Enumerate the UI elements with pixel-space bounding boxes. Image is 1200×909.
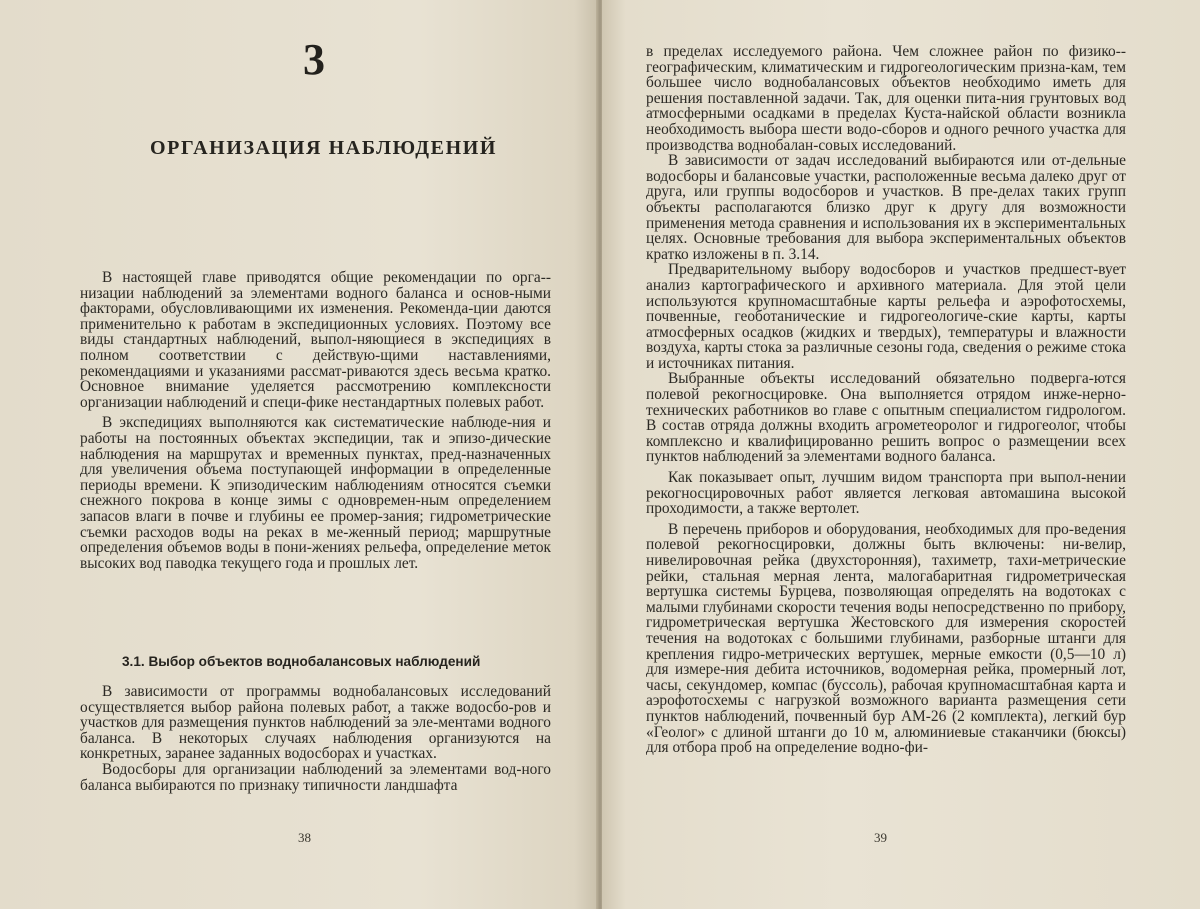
paragraph: В экспедициях выполняются как систематические наблюде-ния и работы на постоянных объектах экспедиции, так и эпизо-дические наблюдения на маршрутах и временных пунктах, пред-назначенных для увеличения объема поступающей информации в определенные периоды времени. К эпизодическим наблюдениям относятся съемки снежного покрова в конце зимы с одновремен-ным определением запасов влаги в почве и глубины ее промер-зания; гидрометрические съемки расходов воды на реках в ме-женный период; маршрутные определения объемов воды в пони-жениях рельефа, определение меток высоких вод паводка текущего года и прошлых лет.	[80, 414, 551, 572]
page-body	[646, 44, 1126, 756]
chapter-title: ОРГАНИЗАЦИЯ НАБЛЮДЕНИЙ	[150, 137, 498, 159]
right-page	[602, 0, 1200, 909]
paragraph: В зависимости от задач исследований выбираются или от-дельные водосборы и балансовые участки, расположенные весьма далеко друг от друга, или группы водосборов и участков. В пре-делах таких групп объекты располагаются близко друг к другу для возможности применения метода сравнения и использования их в экспериментальных целях. Основные требования для выбора экспериментальных объектов кратко изложены в п. 3.14.	[646, 152, 1126, 263]
paragraph: в пределах исследуемого района. Чем сложнее район по физико-географическим, климатическим и гидрогеологическим призна-кам, тем большее число воднобалансовых объектов необходимо иметь для решения поставленной задачи. Так, для оценки пита-ния грунтовых вод атмосферными осадками в пределах Куста-найской области возникла необходимость выбора шести водо-сборов и одного речного участка для производства воднобалан-совых исследований.	[646, 43, 1126, 154]
page-number: 38	[298, 830, 311, 845]
chapter-number: 3	[303, 35, 325, 84]
page-number: 39	[874, 830, 887, 845]
paragraph: Выбранные объекты исследований обязательно подверга-ются полевой рекогносцировке. Она выполняется отрядом инже-нерно-технических работников во главе с опытным специалистом гидрологом. В состав отряда должны входить агрометеоролог и гидрогеолог, чтобы комплексно и квалифицированно решить вопрос о размещении всех пунктов наблюдений за элементами водного баланса.	[646, 370, 1126, 466]
paragraph: В зависимости от программы воднобалансовых исследований осуществляется выбор района полевых работ, а также водосбо-ров и участков для размещения пунктов наблюдений за эле-ментами водного баланса. В некоторых случаях наблюдения организуются на конкретных, заранее заданных водосборах и участках.	[80, 683, 551, 763]
left-page	[0, 0, 598, 909]
paragraph: Как показывает опыт, лучшим видом транспорта при выпол-нении рекогносцировочных работ является легковая автомашина высокой проходимости, а также вертолет.	[646, 469, 1126, 518]
section-body	[80, 684, 551, 793]
chapter-intro	[80, 270, 551, 571]
paragraph: В настоящей главе приводятся общие рекомендации по орга-низации наблюдений за элементами водного баланса и основ-ными факторами, обусловливающими их изменения. Рекоменда-ции даются применительно к работам в экспедиционных условиях. Поэтому все виды стандартных наблюдений, выпол-няющиеся в экспедициях в полном соответствии с действую-щими наставлениями, рекомендациями и указаниями рассмат-риваются здесь весьма кратко. Основное внимание уделяется рассмотрению комплексности организации наблюдений и специ-фике нестандартных полевых работ.	[80, 269, 551, 411]
section-heading: 3.1. Выбор объектов воднобалансовых наблюдений	[122, 654, 481, 669]
paragraph: Предварительному выбору водосборов и участков предшест-вует анализ картографического и архивного материала. Для этой цели используются крупномасштабные карты рельефа и аэрофотосхемы, почвенные, геоботанические и гидрогеологиче-ские карты, карты атмосферных осадков (жидких и твердых), температуры и влажности воздуха, карты стока за различные сезоны года, сведения о режиме стока и источниках питания.	[646, 261, 1126, 372]
paragraph: В перечень приборов и оборудования, необходимых для про-ведения полевой рекогносцировки, должны быть включены: ни-велир, нивелировочная рейка (двухсторонняя), тахиметр, тахи-метрические рейки, стальная мерная лента, малогабаритная гидрометрическая вертушка системы Бурцева, позволяющая определять на водотоках с малыми глубинами скорости течения воды непосредственно по прибору, гидрометрическая вертушка Жестовского для измерения скоростей течения на водотоках с большими глубинами, разборные штанги для крепления гидро-метрических вертушек, мерные емкости (0,5—10 л) для измере-ния дебита источников, водомерная рейка, промерный лот, часы, секундомер, компас (буссоль), рабочая крупномасштабная карта и аэрофотосхемы с нагрузкой возможного варианта размещения сети пунктов наблюдений, почвенный бур АМ-26 (2 комплекта), легкий бур «Геолог» с длиной штанги до 10 м, алюминиевые стаканчики (бюксы) для отбора проб на определение водно-фи-	[646, 520, 1126, 757]
paragraph: Водосборы для организации наблюдений за элементами вод-ного баланса выбираются по признаку типичности ландшафта	[80, 760, 551, 794]
